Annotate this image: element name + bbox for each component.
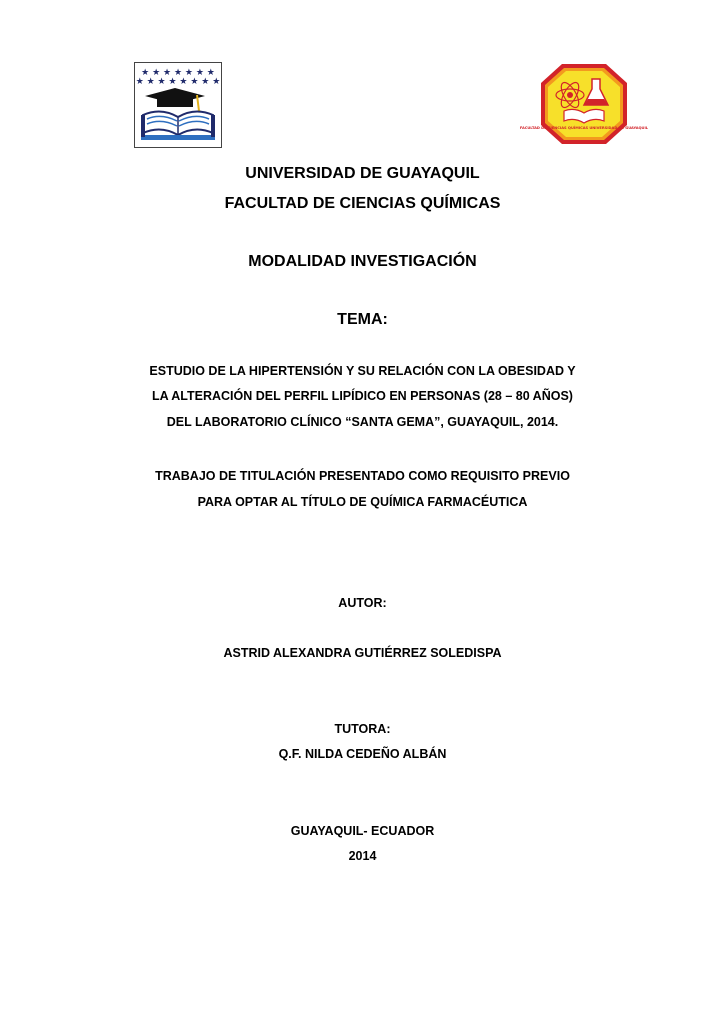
- requirement-line-1: TRABAJO DE TITULACIÓN PRESENTADO COMO REQUISITO PREVIO: [155, 469, 570, 483]
- theme-label: TEMA:: [337, 311, 388, 328]
- faculty-logo: [519, 63, 649, 145]
- university-logo: [134, 62, 222, 148]
- faculty-name: FACULTAD DE CIENCIAS QUÍMICAS: [224, 195, 501, 212]
- svg-text:★ ★ ★ ★ ★ ★ ★: ★ ★ ★ ★ ★ ★ ★: [141, 68, 215, 78]
- tutor-label: TUTORA:: [334, 722, 391, 736]
- svg-text:★ ★ ★ ★ ★ ★ ★ ★: ★ ★ ★ ★ ★ ★ ★ ★: [135, 77, 221, 87]
- theme-line-2: LA ALTERACIÓN DEL PERFIL LIPÍDICO EN PERSONAS (28 – 80 AÑOS): [152, 389, 573, 403]
- university-name: UNIVERSIDAD DE GUAYAQUIL: [245, 165, 480, 182]
- theme-line-3: DEL LABORATORIO CLÍNICO “SANTA GEMA”, GUAYAQUIL, 2014.: [166, 415, 559, 429]
- requirement-line-2: PARA OPTAR AL TÍTULO DE QUÍMICA FARMACÉUTICA: [197, 495, 528, 509]
- modality-title: MODALIDAD INVESTIGACIÓN: [248, 253, 477, 270]
- faculty-seal-icon: [519, 63, 649, 145]
- tutor-name: Q.F. NILDA CEDEÑO ALBÁN: [278, 747, 447, 761]
- author-name: ASTRID ALEXANDRA GUTIÉRREZ SOLEDISPA: [223, 646, 502, 660]
- university-crest-icon: [135, 63, 221, 147]
- place: GUAYAQUIL- ECUADOR: [290, 824, 435, 838]
- author-label: AUTOR:: [338, 596, 387, 610]
- seal-text-top: FACULTAD DE CIENCIAS QUÍMICAS UNIVERSIDAD DE GUAYAQUIL: [519, 126, 649, 130]
- theme-line-1: ESTUDIO DE LA HIPERTENSIÓN Y SU RELACIÓN CON LA OBESIDAD Y: [149, 364, 576, 378]
- year: 2014: [348, 849, 377, 863]
